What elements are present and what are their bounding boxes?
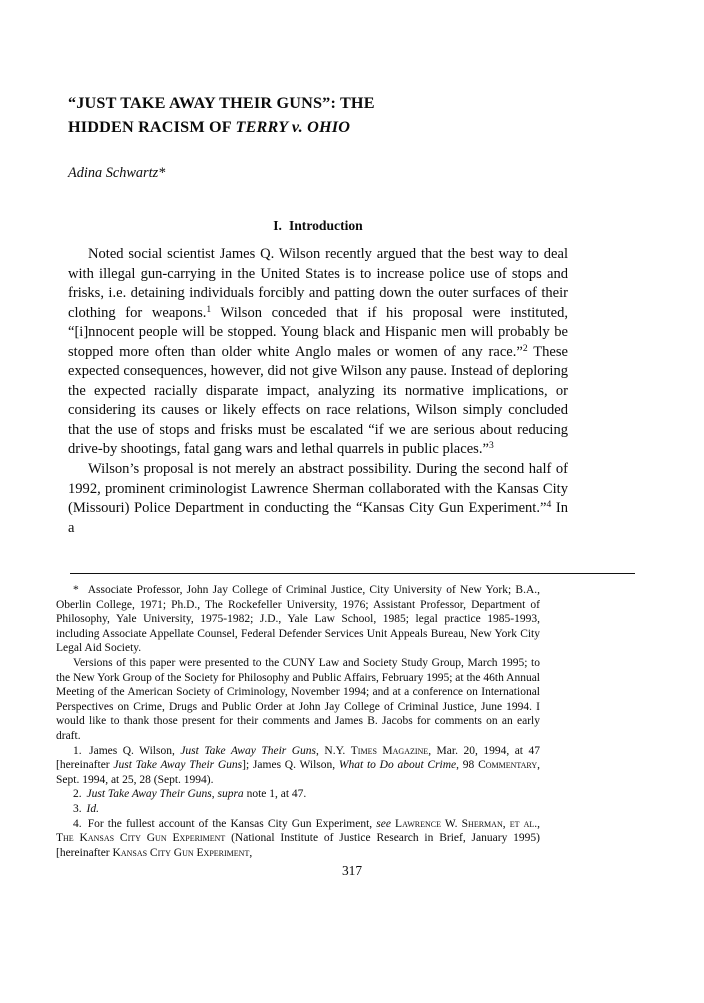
footnote-ref-4[interactable]: 4 <box>546 499 552 511</box>
footnote-star-marker: * <box>73 584 80 596</box>
body-paragraph-2 <box>68 460 568 538</box>
footnote-2-a: , <box>211 788 218 801</box>
footnote-1-title-1: Just Take Away Their Guns <box>180 744 317 757</box>
footnote-ref-2[interactable]: 2 <box>522 342 528 354</box>
footnote-1 <box>56 744 540 788</box>
footnote-1-c: , Mar. 20, 1994, at 47 [hereinafter <box>56 744 540 772</box>
paragraph-1-segment-a: Noted social scientist James Q. Wilson recently argued that the best way to deal with illegal gun-carrying in the United States is to increase police use of stops and frisks, i.e. detaining individuals forcibly and patting down the outer surfaces of their clothing for weapons. <box>68 246 568 321</box>
footnote-1-f: , Sept. 1994, at 25, 28 (Sept. 1994). <box>56 759 540 786</box>
footnote-1-smallcaps-2: Commentary <box>478 759 538 772</box>
footnote-star-text: Associate Professor, John Jay College of Criminal Justice, City University of New York; B.A., Oberlin College, 1971; Ph.D., The Rockefeller University, 1976; Assistant Professor, Department of Philosophy, Yale University, 1975-1982; J.D., Yale Law School, 1985; legal practice 1985-1993, including Associate Appellate Counsel, Federal Defender Services Unit Appeals Bureau, New York City Legal Aid Society. <box>56 584 541 655</box>
author-byline: Adina Schwartz* <box>68 165 166 181</box>
footnote-1-d: ]; James Q. Wilson, <box>242 759 339 772</box>
paragraph-2-segment-b: In a <box>68 500 568 536</box>
title-case-name: TERRY v. OHIO <box>235 117 351 136</box>
footnote-4 <box>56 817 540 861</box>
page-content <box>68 0 568 538</box>
section-title: Introduction <box>288 218 363 233</box>
footnote-ref-1[interactable]: 1 <box>206 303 212 315</box>
footnote-ref-3[interactable]: 3 <box>488 440 494 452</box>
footnote-3-id: Id. <box>83 802 99 815</box>
footnote-separator-rule <box>70 573 635 574</box>
footnote-4-c: , <box>249 846 253 859</box>
footnote-4-number: 4. <box>73 817 82 830</box>
title-line-2-plain: HIDDEN RACISM OF <box>68 117 236 136</box>
footnote-acknowledgment-text: Versions of this paper were presented to the CUNY Law and Society Study Group, March 1995; to the New York Group of the Society for Philosophy and Public Affairs, February 1995; at the 46th Annual Meeting of the American Society of Criminology, November 1994; and at a conference on International Perspectives on Crime, Drugs and Public Order at John Jay College of Criminal Justice, June 1994. I would like to thank those present for their comments and James B. Jacobs for comments on an early draft. <box>56 656 540 742</box>
footnote-4-a: For the fullest account of the Kansas City Gun Experiment, <box>83 817 377 830</box>
footnote-1-title-3: What to Do about Crime <box>338 759 457 772</box>
body-paragraph-1 <box>68 245 568 460</box>
footnote-block <box>56 583 540 860</box>
paragraph-1-segment-b: Wilson conceded that if his proposal were instituted, “[i]nnocent people will be stopped. Young black and Hispanic men will probably be stopped more often than older white Anglo males or women of any race.” <box>68 304 568 360</box>
footnote-3 <box>56 802 540 817</box>
footnote-2-supra: supra <box>217 788 244 801</box>
footnote-2-title: Just Take Away Their Guns <box>83 788 212 801</box>
page-title <box>68 0 568 139</box>
body-text <box>68 235 568 538</box>
paragraph-1-segment-c: These expected consequences, however, did not give Wilson any pause. Instead of deploring the expected racially disparate impact, analyzing its normative implications, or considering its causes or likely effects on race relations, Wilson simply concluded that the use of stops and frisks must be escalated “if we are serious about reducing drive-by shootings, fatal gang wars and lethal quarrels in public places.” <box>68 343 569 458</box>
footnote-4-b: (National Institute of Justice Research in Brief, January 1995) [hereinafter <box>56 832 540 859</box>
title-line-1: “JUST TAKE AWAY THEIR GUNS”: THE <box>68 94 375 112</box>
footnote-2-b: note 1, at 47. <box>243 788 307 801</box>
footnote-4-smallcaps-1: Lawrence W. Sherman, et al., The Kansas City Gun Experiment <box>56 817 540 845</box>
page-number: 317 <box>341 863 363 878</box>
footnote-2 <box>56 787 540 802</box>
footnote-1-smallcaps-1: Times Magazine <box>350 744 429 757</box>
paragraph-2-segment-a: Wilson’s proposal is not merely an abstract possibility. During the second half of 1992, prominent criminologist Lawrence Sherman collaborated with the Kansas City (Missouri) Police Department in conducting the “Kansas City Gun Experiment.” <box>68 461 568 517</box>
footnote-1-title-2: Just Take Away Their Guns <box>113 759 243 772</box>
footnote-star <box>56 583 540 656</box>
section-numeral: I. <box>273 218 282 233</box>
footnote-1-a: James Q. Wilson, <box>83 744 181 757</box>
footnote-acknowledgment <box>56 656 540 744</box>
footnote-1-number: 1. <box>73 744 82 757</box>
footnote-4-smallcaps-2: Kansas City Gun Experiment <box>112 846 250 859</box>
footnote-2-number: 2. <box>73 788 82 801</box>
section-heading <box>68 182 568 235</box>
footnote-1-e: , 98 <box>456 759 479 772</box>
footnote-3-number: 3. <box>73 802 82 815</box>
footnote-4-see: see <box>376 817 391 830</box>
footnote-1-b: , N.Y. <box>316 744 351 757</box>
